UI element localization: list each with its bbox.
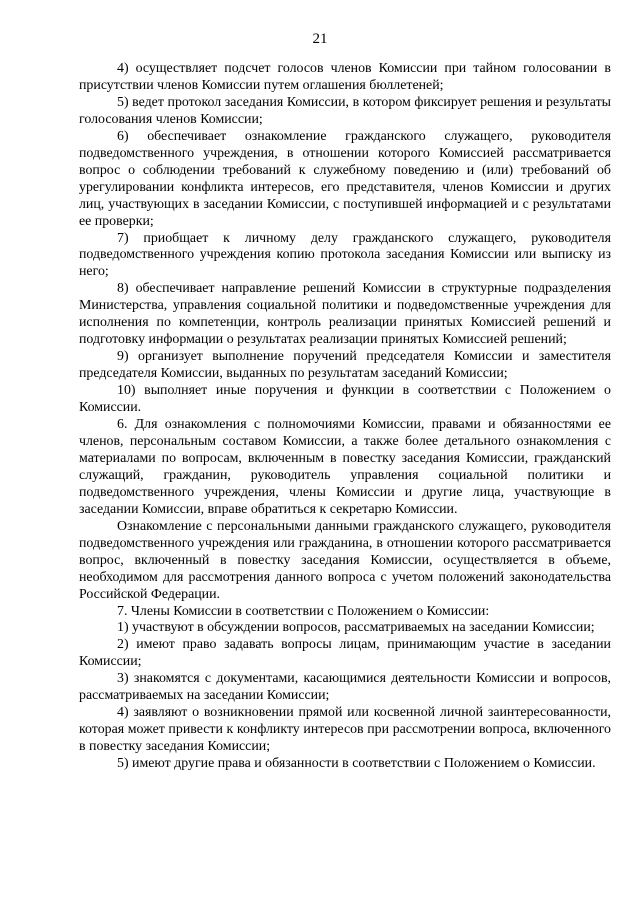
paragraph-item-4-vote-count: 4) осуществляет подсчет голосов членов Комиссии при тайном голосовании в присутствии членов Комиссии путем оглашения бюллетеней; xyxy=(79,61,611,93)
paragraph-member-item-2: 2) имеют право задавать вопросы лицам, принимающим участие в заседании Комиссии; xyxy=(79,637,611,670)
paragraph-personal-data: Ознакомление с персональными данными гражданского служащего, руководителя подведомственного учреждения или гражданина, в отношении которого рассматривается вопрос, включенный в повестку заседания Комиссии, осуществляется в объеме, необходимом для рассмотрения данного вопроса с учетом положений законодательства Российской Федерации. xyxy=(79,518,611,602)
paragraph-member-item-4: 4) заявляют о возникновении прямой или косвенной личной заинтересованности, которая может привести к конфликту интересов при рассмотрении вопроса, включенного в повестку заседания Комиссии; xyxy=(79,705,611,755)
page-number: 21 xyxy=(312,31,328,47)
document-body xyxy=(79,61,611,773)
paragraph-section-7: 7. Члены Комиссии в соответствии с Положением о Комиссии: xyxy=(117,603,490,619)
paragraph-member-item-1: 1) участвуют в обсуждении вопросов, рассматриваемых на заседании Комиссии; xyxy=(117,620,595,636)
paragraph-item-5-protocol: 5) ведет протокол заседания Комиссии, в котором фиксирует решения и результаты голосования членов Комиссии; xyxy=(79,94,611,127)
paragraph-member-item-5: 5) имеют другие права и обязанности в соответствии с Положением о Комиссии. xyxy=(117,756,596,772)
paragraph-member-item-3: 3) знакомятся с документами, касающимися деятельности Комиссии и вопросов, рассматриваемых на заседании Комиссии; xyxy=(79,671,611,704)
paragraph-item-9-instructions: 9) организует выполнение поручений председателя Комиссии и заместителя председателя Комиссии, выданных по результатам заседаний Комиссии; xyxy=(79,349,611,382)
paragraph-item-10-other-functions: 10) выполняет иные поручения и функции в соответствии с Положением о Комиссии. xyxy=(79,383,611,416)
paragraph-section-6: 6. Для ознакомления с полномочиями Комиссии, правами и обязанностями ее членов, персональным составом Комиссии, а также более детального ознакомления с материалами по вопросам, включенным в повестку заседания Комиссии, гражданский служащий, гражданин, руководитель управления социальной политики и подведомственного учреждения, члены Комиссии и другие лица, участвующие в заседании Комиссии, вправе обратиться к секретарю Комиссии. xyxy=(79,417,611,517)
paragraph-item-8-decisions: 8) обеспечивает направление решений Комиссии в структурные подразделения Министерства, управления социальной политики и подведомственные учреждения для исполнения по компетенции, контроль реализации принятых Комиссией решений и подготовку информации о результатах реализации принятых Комиссией решений; xyxy=(79,281,611,348)
paragraph-item-7-personal-file: 7) приобщает к личному делу гражданского служащего, руководителя подведомственного учреждения копию протокола заседания Комиссии или выписку из него; xyxy=(79,230,611,280)
paragraph-item-6-familiarization: 6) обеспечивает ознакомление гражданского служащего, руководителя подведомственного учреждения, в отношении которого Комиссией рассматривается вопрос о соблюдении требований к служебному поведению и (или) требований об урегулировании конфликта интересов, его представителя, членов Комиссии и других лиц, участвующих в заседании Комиссии, с поступившей информацией и с результатами ее проверки; xyxy=(79,128,611,229)
